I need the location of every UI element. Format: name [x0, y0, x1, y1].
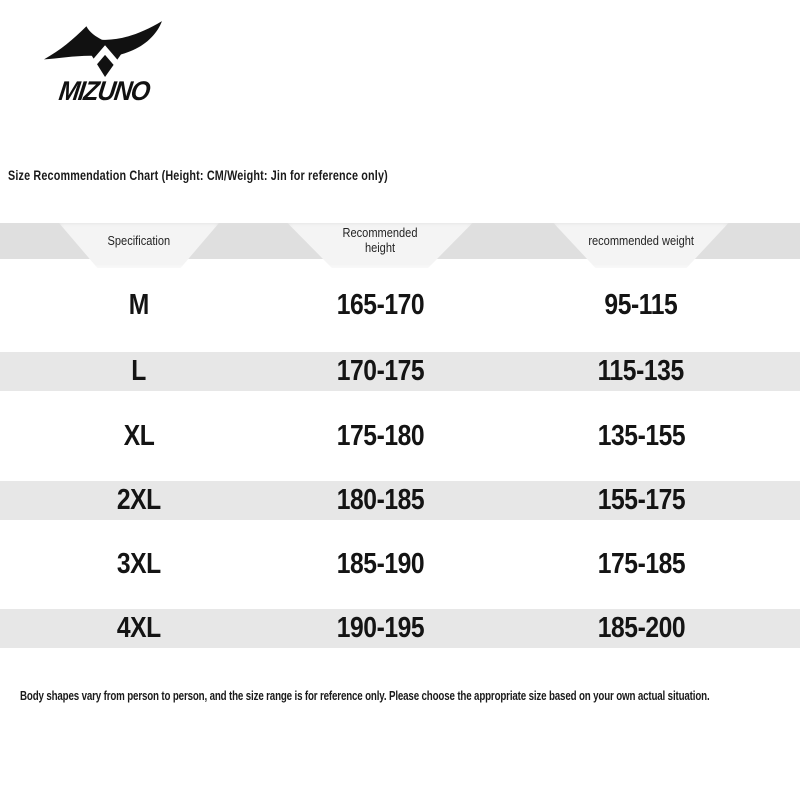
table-header-row	[0, 223, 800, 259]
cell-height: 175-180	[336, 419, 424, 452]
cell-height: 170-175	[336, 355, 424, 387]
header-label: recommended weight	[588, 232, 694, 248]
table-row	[0, 352, 800, 391]
table-row	[0, 481, 800, 520]
header-cell-recommended-weight	[482, 223, 800, 259]
mizuno-logo	[38, 18, 170, 104]
cell-height: 165-170	[336, 289, 424, 321]
cell-weight: 95-115	[604, 289, 678, 321]
cell-height: 190-195	[336, 612, 424, 644]
header-cell-recommended-height	[278, 223, 482, 259]
cell-weight: 175-185	[597, 548, 685, 580]
cell-size: 4XL	[117, 612, 161, 644]
cell-size: M	[128, 289, 150, 321]
cell-weight: 155-175	[597, 484, 685, 516]
cell-weight: 115-135	[597, 355, 685, 387]
page-title: Size Recommendation Chart (Height: CM/Weight: Jin for reference only)	[8, 168, 388, 183]
size-table	[0, 223, 800, 648]
footer-note: Body shapes vary from person to person, and the size range is for reference only. Please choose the appropriate size based on your own actual situation.	[20, 688, 710, 703]
header-label: Recommended height	[342, 225, 418, 255]
cell-size: L	[131, 355, 147, 387]
cell-height: 185-190	[336, 548, 424, 580]
mizuno-runbird-icon	[38, 18, 170, 78]
logo-wordmark: MIZUNO	[57, 76, 152, 106]
cell-weight: 185-200	[597, 612, 685, 644]
table-row	[0, 609, 800, 648]
header-cell-specification	[0, 223, 278, 259]
header-label: Specification	[107, 232, 171, 248]
cell-size: 2XL	[117, 484, 161, 516]
table-row	[0, 391, 800, 481]
cell-height: 180-185	[336, 484, 424, 516]
table-row	[0, 259, 800, 352]
cell-size: XL	[123, 419, 155, 452]
cell-weight: 135-155	[597, 419, 685, 452]
table-row	[0, 520, 800, 609]
cell-size: 3XL	[117, 548, 161, 580]
